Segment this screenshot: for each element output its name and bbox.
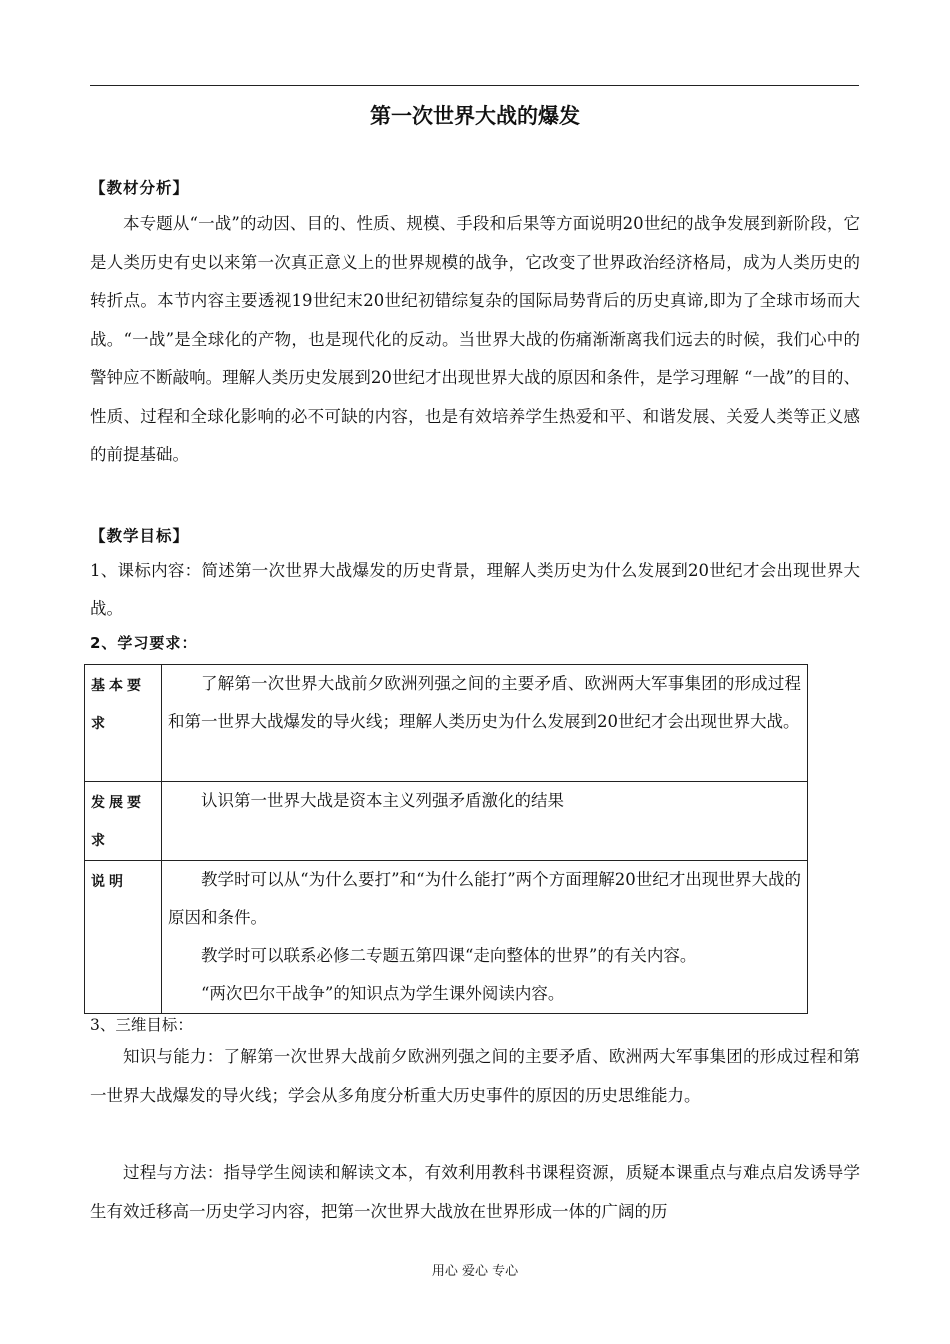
row-text: 认识第一世界大战是资本主义列强矛盾激化的结果 — [201, 791, 564, 810]
table-row — [85, 782, 808, 861]
row-content — [162, 861, 808, 1014]
row-label: 发展要求 — [85, 782, 162, 861]
goal-item-2: 2、学习要求： — [90, 634, 198, 652]
row-text: “两次巴尔干战争”的知识点为学生课外阅读内容。 — [201, 984, 565, 1003]
knowledge-paragraph: 知识与能力：了解第一次世界大战前夕欧洲列强之间的主要矛盾、欧洲两大军事集团的形成过程和第一世界大战爆发的导火线；学会从多角度分析重大历史事件的原因的历史思维能力。 — [90, 1047, 860, 1105]
process-paragraph: 过程与方法：指导学生阅读和解读文本，有效利用教科书课程资源，质疑本课重点与难点启发诱导学生有效迁移高一历史学习内容，把第一次世界大战放在世界形成一体的广阔的历 — [90, 1163, 860, 1221]
page-footer: 用心 爱心 专心 — [431, 1264, 519, 1279]
table-row — [85, 665, 808, 782]
analysis-heading: 【教材分析】 — [90, 179, 190, 197]
row-content — [162, 782, 808, 861]
analysis-paragraph: 本专题从“一战”的动因、目的、性质、规模、手段和后果等方面说明20世纪的战争发展到新阶段，它是人类历史有史以来第一次真正意义上的世界规模的战争，它改变了世界政治经济格局，成为人类历史的转折点。本节内容主要透视19世纪末20世纪初错综复杂的国际局势背后的历史真谛,即为了全球市场而大战。“一战”是全球化的产物，也是现代化的反动。当世界大战的伤痛渐渐离我们远去的时候，我们心中的警钟应不断敲响。理解人类历史发展到20世纪才出现世界大战的原因和条件，是学习理解 “一战”的目的、性质、过程和全球化影响的必不可缺的内容，也是有效培养学生热爱和平、和谐发展、关爱人类等正义感的前提基础。 — [90, 214, 860, 464]
goal-item-1: 1、课标内容：简述第一次世界大战爆发的历史背景，理解人类历史为什么发展到20世纪才会出现世界大战。 — [90, 561, 860, 618]
goals-heading: 【教学目标】 — [90, 527, 190, 545]
header-rule — [90, 85, 859, 86]
row-label: 基本要求 — [85, 665, 162, 782]
goal-item-3: 3、三维目标： — [90, 1016, 193, 1034]
row-text: 了解第一次世界大战前夕欧洲列强之间的主要矛盾、欧洲两大军事集团的形成过程和第一世界大战爆发的导火线；理解人类历史为什么发展到20世纪才会出现世界大战。 — [168, 674, 801, 731]
row-label: 说明 — [85, 861, 162, 1014]
table-row — [85, 861, 808, 1014]
row-text: 教学时可以联系必修二专题五第四课“走向整体的世界”的有关内容。 — [201, 946, 697, 965]
page-title: 第一次世界大战的爆发 — [370, 104, 580, 128]
requirements-table — [84, 664, 808, 1014]
row-content — [162, 665, 808, 782]
row-text: 教学时可以从“为什么要打”和“为什么能打”两个方面理解20世纪才出现世界大战的原因和条件。 — [168, 870, 801, 927]
